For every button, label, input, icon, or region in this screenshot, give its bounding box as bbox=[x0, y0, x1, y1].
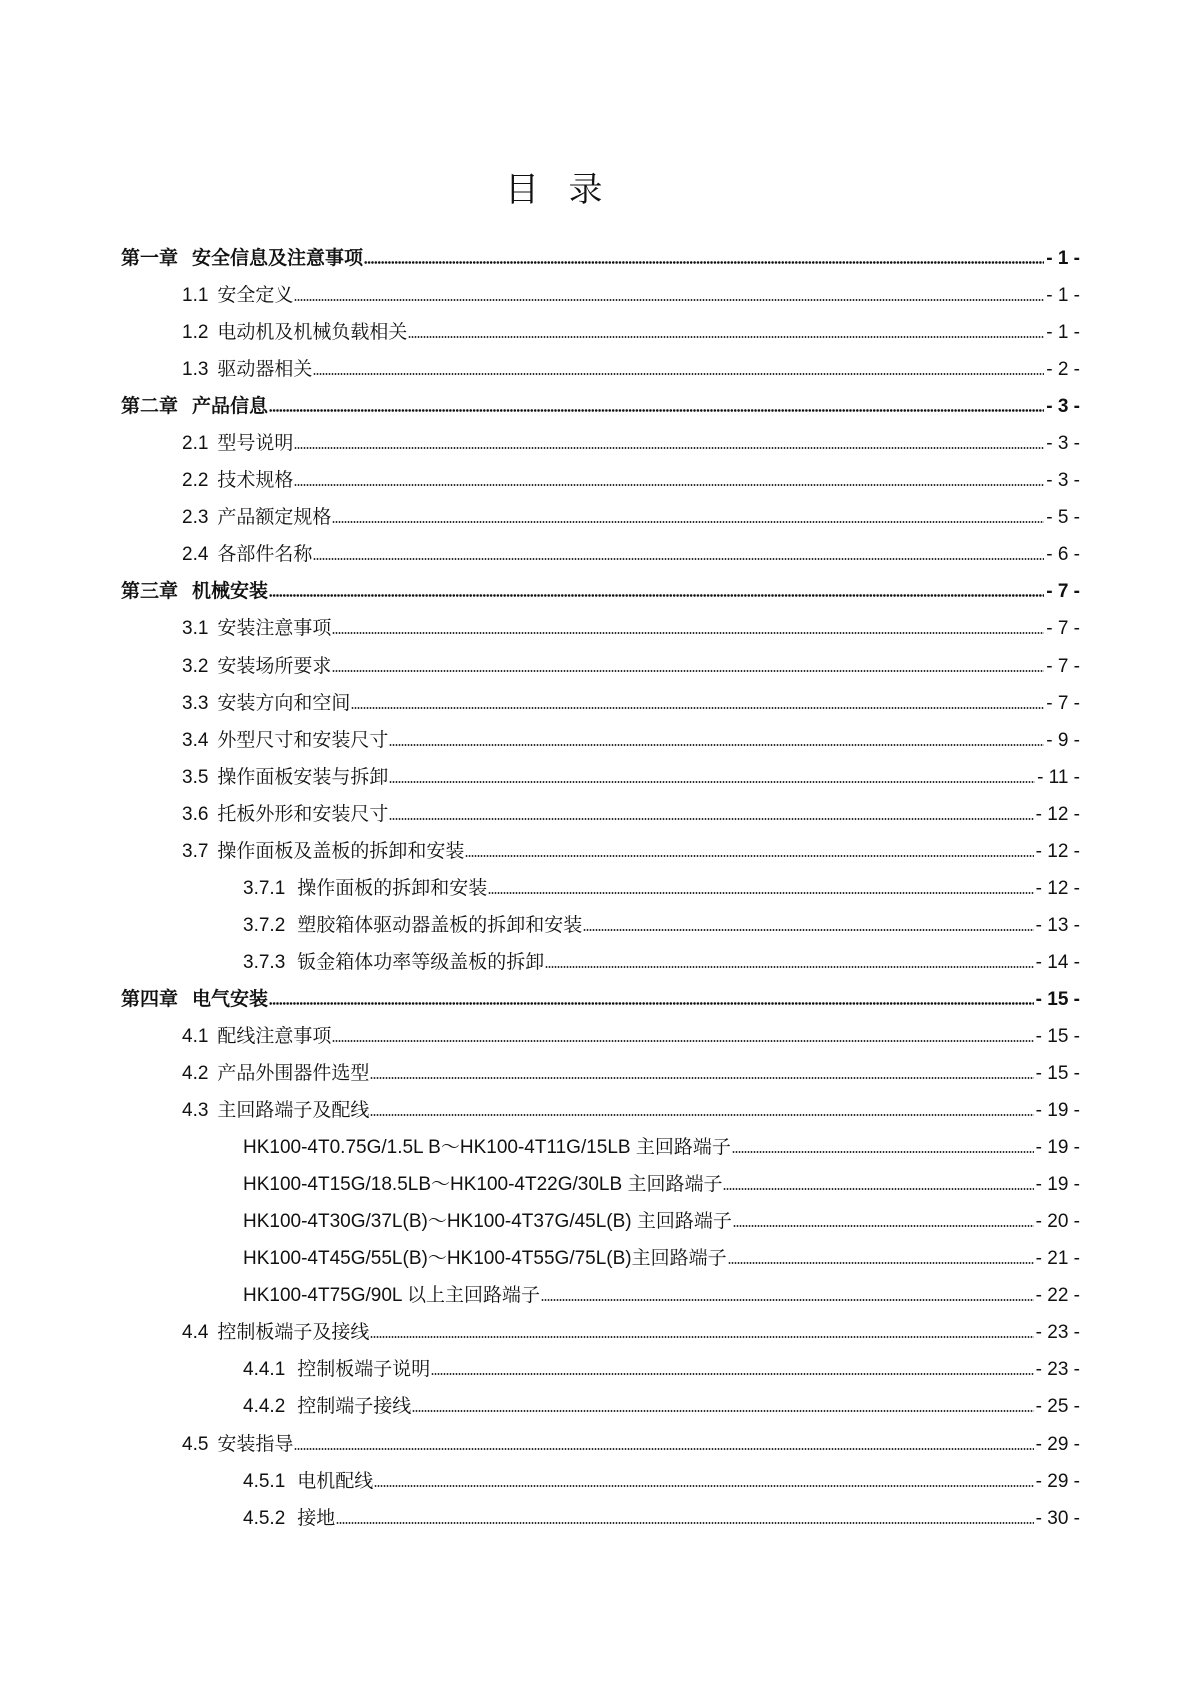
toc-section bbox=[121, 796, 1080, 833]
toc-entry-number: 4.1 bbox=[182, 1025, 209, 1047]
toc-entry-page: - 12 - bbox=[1035, 803, 1080, 825]
toc-section bbox=[121, 351, 1080, 388]
toc-entry-title: 塑胶箱体驱动器盖板的拆卸和安装 bbox=[297, 914, 583, 936]
toc-subsection bbox=[121, 1351, 1080, 1388]
toc-section bbox=[121, 499, 1080, 536]
toc-entry-number: 4.4 bbox=[182, 1322, 209, 1344]
toc-entry-number: 第四章 bbox=[121, 988, 179, 1010]
toc-entry-number: 3.6 bbox=[182, 803, 209, 825]
toc-subsection bbox=[121, 1203, 1080, 1240]
dot-leader bbox=[545, 966, 1033, 968]
dot-leader bbox=[389, 744, 1044, 746]
dot-leader bbox=[408, 336, 1044, 338]
toc-entry-page: - 29 - bbox=[1035, 1470, 1080, 1492]
toc-section bbox=[121, 1092, 1080, 1129]
toc-section bbox=[121, 685, 1080, 722]
toc-subsection bbox=[121, 870, 1080, 907]
toc-entry-number: 3.7 bbox=[182, 840, 209, 862]
dot-leader bbox=[488, 892, 1033, 894]
toc-entry-title: 控制板端子及接线 bbox=[217, 1322, 370, 1344]
toc-entry-number: 3.5 bbox=[182, 766, 209, 788]
dot-leader bbox=[294, 299, 1044, 301]
dot-leader bbox=[431, 1373, 1033, 1375]
toc-entry-page: - 15 - bbox=[1035, 1025, 1080, 1047]
toc-entry-number: 2.3 bbox=[182, 507, 209, 529]
toc-chapter bbox=[121, 981, 1080, 1018]
toc-section bbox=[121, 1055, 1080, 1092]
dot-leader bbox=[370, 1336, 1033, 1338]
toc-entry-number: 3.3 bbox=[182, 692, 209, 714]
toc-section bbox=[121, 462, 1080, 499]
toc-entry-page: - 2 - bbox=[1046, 359, 1080, 381]
toc-entry-number: 4.3 bbox=[182, 1100, 209, 1122]
toc-entry-page: - 29 - bbox=[1035, 1433, 1080, 1455]
toc-entry-number: 3.2 bbox=[182, 655, 209, 677]
toc-entry-title: HK100-4T75G/90L 以上主回路端子 bbox=[243, 1285, 541, 1307]
toc-entry-number: 4.5.1 bbox=[243, 1470, 286, 1492]
toc-section bbox=[121, 425, 1080, 462]
toc-entry-number: 1.1 bbox=[182, 285, 209, 307]
dot-leader bbox=[351, 707, 1044, 709]
toc-entry-page: - 12 - bbox=[1035, 877, 1080, 899]
toc-entry-title: 安装方向和空间 bbox=[217, 692, 351, 714]
toc-entry-title: 产品信息 bbox=[192, 396, 269, 418]
toc-entry-page: - 13 - bbox=[1035, 914, 1080, 936]
dot-leader bbox=[465, 855, 1033, 857]
toc-entry-title: 各部件名称 bbox=[217, 544, 313, 566]
toc-entry-number: 3.7.2 bbox=[243, 914, 286, 936]
toc-entry-number: 2.4 bbox=[182, 544, 209, 566]
toc-entry-title: 钣金箱体功率等级盖板的拆卸 bbox=[297, 951, 545, 973]
toc-entry-title: 控制板端子说明 bbox=[297, 1359, 431, 1381]
dot-leader bbox=[336, 1522, 1033, 1524]
toc-entry-title: 控制端子接线 bbox=[297, 1396, 412, 1418]
dot-leader bbox=[732, 1151, 1034, 1153]
toc-entry-title: 型号说明 bbox=[217, 433, 294, 455]
toc-entry-number: 1.2 bbox=[182, 322, 209, 344]
toc-entry-title: 电动机及机械负载相关 bbox=[217, 322, 408, 344]
toc-section bbox=[121, 833, 1080, 870]
toc-entry-page: - 15 - bbox=[1035, 1063, 1080, 1085]
toc-entry-title: HK100-4T15G/18.5LB～HK100-4T22G/30LB 主回路端子 bbox=[243, 1174, 723, 1196]
dot-leader bbox=[332, 521, 1044, 523]
dot-leader bbox=[269, 594, 1044, 597]
toc-entry-page: - 6 - bbox=[1046, 544, 1080, 566]
toc-subsection bbox=[121, 1500, 1080, 1537]
dot-leader bbox=[332, 632, 1044, 634]
toc-entry-page: - 9 - bbox=[1046, 729, 1080, 751]
toc-subsection bbox=[121, 1388, 1080, 1425]
dot-leader bbox=[294, 484, 1044, 486]
toc-section bbox=[121, 1314, 1080, 1351]
dot-leader bbox=[313, 558, 1044, 560]
toc-entry-number: 3.1 bbox=[182, 618, 209, 640]
toc-entry-page: - 14 - bbox=[1035, 951, 1080, 973]
toc-entry-number: 第二章 bbox=[121, 396, 179, 418]
table-of-contents bbox=[121, 240, 1080, 1537]
toc-subsection bbox=[121, 1463, 1080, 1500]
toc-entry-title: 电气安装 bbox=[192, 988, 269, 1010]
toc-entry-page: - 7 - bbox=[1046, 655, 1080, 677]
toc-entry-page: - 11 - bbox=[1037, 766, 1080, 788]
dot-leader bbox=[728, 1262, 1034, 1264]
toc-entry-page: - 7 - bbox=[1046, 692, 1080, 714]
dot-leader bbox=[332, 670, 1044, 672]
toc-entry-page: - 1 - bbox=[1046, 248, 1080, 269]
dot-leader bbox=[269, 1002, 1034, 1005]
toc-section bbox=[121, 1018, 1080, 1055]
toc-entry-number: 4.4.2 bbox=[243, 1396, 286, 1418]
dot-leader bbox=[541, 1299, 1034, 1301]
dot-leader bbox=[370, 1077, 1033, 1079]
toc-section bbox=[121, 648, 1080, 685]
toc-entry-page: - 12 - bbox=[1035, 840, 1080, 862]
dot-leader bbox=[723, 1188, 1033, 1190]
toc-entry-title: 外型尺寸和安装尺寸 bbox=[217, 729, 389, 751]
toc-entry-page: - 1 - bbox=[1046, 285, 1080, 307]
toc-subsection bbox=[121, 1166, 1080, 1203]
dot-leader bbox=[583, 929, 1033, 931]
toc-entry-title: 操作面板安装与拆卸 bbox=[217, 766, 389, 788]
toc-entry-page: - 19 - bbox=[1035, 1137, 1080, 1159]
toc-entry-number: 1.3 bbox=[182, 359, 209, 381]
toc-entry-title: 安装注意事项 bbox=[217, 618, 332, 640]
dot-leader bbox=[374, 1485, 1033, 1487]
toc-entry-page: - 7 - bbox=[1046, 581, 1080, 603]
dot-leader bbox=[332, 1040, 1033, 1042]
dot-leader bbox=[370, 1114, 1033, 1116]
toc-entry-number: 4.2 bbox=[182, 1063, 209, 1085]
toc-entry-number: 4.4.1 bbox=[243, 1359, 286, 1381]
dot-leader bbox=[313, 373, 1044, 375]
toc-section bbox=[121, 314, 1080, 351]
toc-entry-page: - 1 - bbox=[1046, 322, 1080, 344]
toc-entry-page: - 5 - bbox=[1046, 507, 1080, 529]
dot-leader bbox=[294, 1448, 1033, 1450]
toc-entry-number: 2.1 bbox=[182, 433, 209, 455]
toc-entry-page: - 19 - bbox=[1035, 1174, 1080, 1196]
dot-leader bbox=[389, 818, 1033, 820]
toc-entry-page: - 25 - bbox=[1035, 1396, 1080, 1418]
toc-entry-number: 4.5.2 bbox=[243, 1507, 286, 1529]
toc-subsection bbox=[121, 1129, 1080, 1166]
toc-entry-title: 电机配线 bbox=[297, 1470, 374, 1492]
toc-entry-page: - 20 - bbox=[1035, 1211, 1080, 1233]
dot-leader bbox=[733, 1225, 1034, 1227]
dot-leader bbox=[294, 447, 1044, 449]
toc-entry-page: - 22 - bbox=[1035, 1285, 1080, 1307]
toc-entry-title: 配线注意事项 bbox=[217, 1025, 332, 1047]
toc-entry-number: 2.2 bbox=[182, 470, 209, 492]
dot-leader bbox=[269, 409, 1044, 412]
toc-entry-title: 产品外围器件选型 bbox=[217, 1063, 370, 1085]
toc-entry-title: 产品额定规格 bbox=[217, 507, 332, 529]
toc-entry-page: - 7 - bbox=[1046, 618, 1080, 640]
toc-entry-number: 4.5 bbox=[182, 1433, 209, 1455]
toc-entry-title: 主回路端子及配线 bbox=[217, 1100, 370, 1122]
toc-chapter bbox=[121, 573, 1080, 610]
toc-entry-title: 安装指导 bbox=[217, 1433, 294, 1455]
toc-entry-title: 技术规格 bbox=[217, 470, 294, 492]
toc-entry-number: 3.4 bbox=[182, 729, 209, 751]
dot-leader bbox=[389, 781, 1035, 783]
dot-leader bbox=[364, 261, 1044, 264]
toc-entry-title: 接地 bbox=[297, 1507, 336, 1529]
toc-entry-title: 安全定义 bbox=[217, 285, 294, 307]
toc-entry-number: 第一章 bbox=[121, 248, 179, 269]
toc-entry-number: 第三章 bbox=[121, 581, 179, 603]
toc-entry-title: 操作面板的拆卸和安装 bbox=[297, 877, 488, 899]
toc-entry-page: - 3 - bbox=[1046, 396, 1080, 418]
toc-section bbox=[121, 759, 1080, 796]
toc-section bbox=[121, 722, 1080, 759]
toc-entry-page: - 30 - bbox=[1035, 1507, 1080, 1529]
toc-entry-title: 安装场所要求 bbox=[217, 655, 332, 677]
toc-entry-title: 托板外形和安装尺寸 bbox=[217, 803, 389, 825]
toc-subsection bbox=[121, 1240, 1080, 1277]
toc-section bbox=[121, 1426, 1080, 1463]
toc-title: 目 录 bbox=[505, 171, 603, 209]
toc-entry-title: HK100-4T45G/55L(B)～HK100-4T55G/75L(B)主回路端子 bbox=[243, 1248, 727, 1270]
toc-entry-title: 驱动器相关 bbox=[217, 359, 313, 381]
toc-subsection bbox=[121, 944, 1080, 981]
toc-chapter bbox=[121, 240, 1080, 277]
toc-entry-page: - 3 - bbox=[1046, 470, 1080, 492]
toc-section bbox=[121, 536, 1080, 573]
dot-leader bbox=[412, 1410, 1033, 1412]
toc-entry-page: - 19 - bbox=[1035, 1100, 1080, 1122]
toc-section bbox=[121, 610, 1080, 647]
toc-entry-page: - 15 - bbox=[1035, 988, 1080, 1010]
toc-entry-title: 安全信息及注意事项 bbox=[192, 248, 364, 269]
toc-subsection bbox=[121, 1277, 1080, 1314]
toc-entry-number: 3.7.3 bbox=[243, 951, 286, 973]
toc-subsection bbox=[121, 907, 1080, 944]
toc-entry-title: 机械安装 bbox=[192, 581, 269, 603]
toc-entry-number: 3.7.1 bbox=[243, 877, 286, 899]
toc-entry-page: - 23 - bbox=[1035, 1359, 1080, 1381]
toc-entry-page: - 23 - bbox=[1035, 1322, 1080, 1344]
toc-entry-page: - 3 - bbox=[1046, 433, 1080, 455]
toc-entry-title: HK100-4T30G/37L(B)～HK100-4T37G/45L(B) 主回路端子 bbox=[243, 1211, 732, 1233]
toc-entry-title: 操作面板及盖板的拆卸和安装 bbox=[217, 840, 465, 862]
toc-entry-title: HK100-4T0.75G/1.5L B～HK100-4T11G/15LB 主回路端子 bbox=[243, 1137, 731, 1159]
toc-chapter bbox=[121, 388, 1080, 425]
toc-entry-page: - 21 - bbox=[1035, 1248, 1080, 1270]
toc-section bbox=[121, 277, 1080, 314]
